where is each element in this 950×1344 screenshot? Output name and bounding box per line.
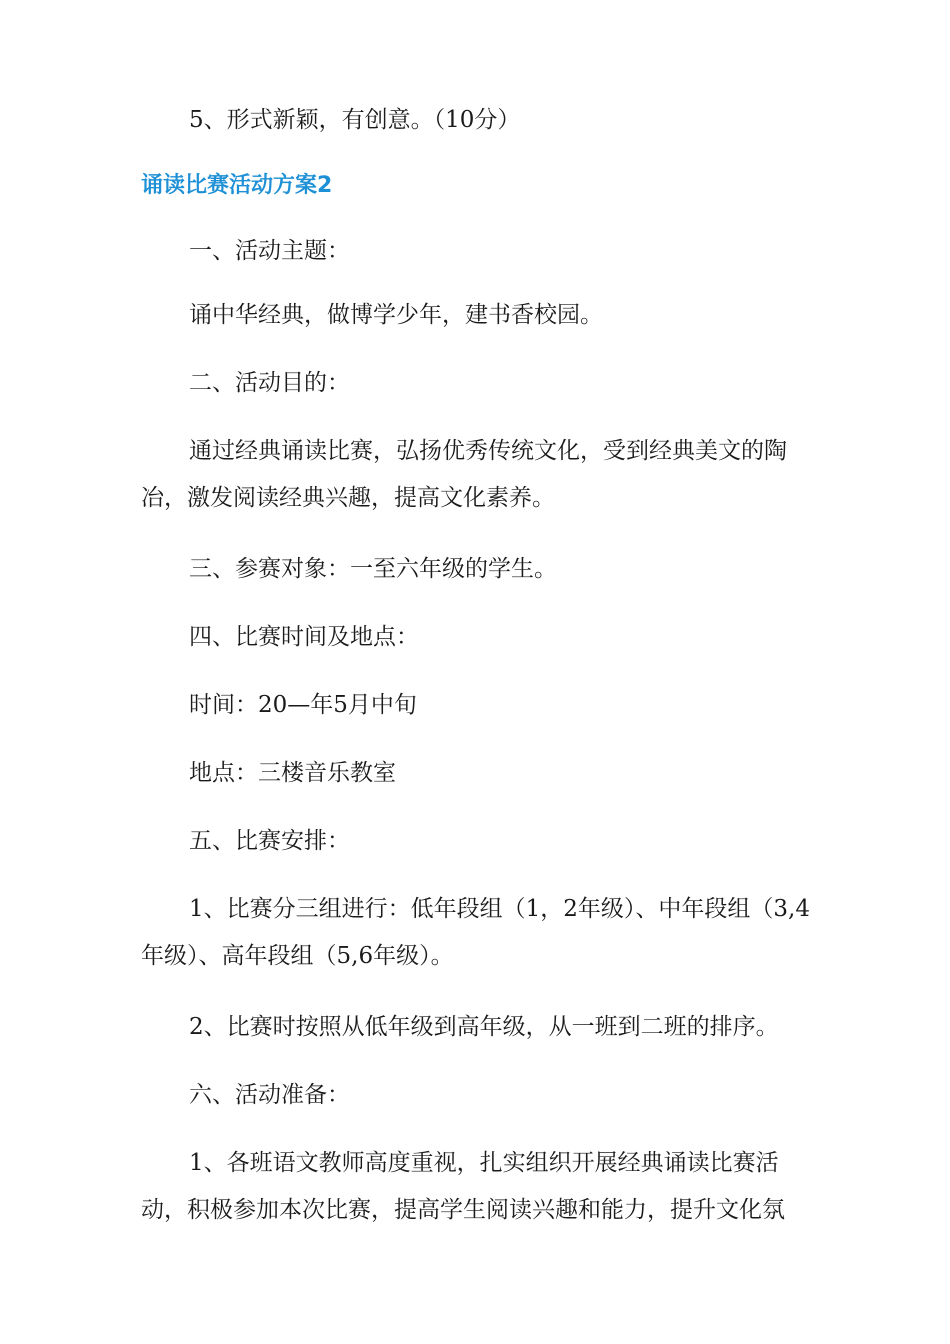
preparation-item-1: 1、各班语文教师高度重视，扎实组织开展经典诵读比赛活动，积极参加本次比赛，提高学生阅读兴趣和能力，提升文化氛 bbox=[141, 1150, 785, 1223]
activity-theme-title: 一、活动主题： bbox=[189, 238, 350, 264]
participants: 三、参赛对象：一至六年级的学生。 bbox=[189, 556, 557, 582]
criteria-item-5: 5、形式新颖，有创意。（10分） bbox=[189, 107, 521, 133]
arrangement-item-2: 2、比赛时按照从低年级到高年级，从一班到二班的排序。 bbox=[189, 1014, 779, 1040]
section-heading: 诵读比赛活动方案2 bbox=[141, 173, 333, 198]
time-text: 时间：20—年5月中旬 bbox=[189, 692, 417, 718]
arrangement-title: 五、比赛安排： bbox=[189, 828, 350, 854]
place-text: 地点：三楼音乐教室 bbox=[189, 760, 396, 786]
arrangement-item-1: 1、比赛分三组进行：低年段组（1，2年级）、中年段组（3,4年级）、高年段组（5,6年级）。 bbox=[141, 896, 810, 969]
preparation-title: 六、活动准备： bbox=[189, 1082, 350, 1108]
time-place-title: 四、比赛时间及地点： bbox=[189, 624, 419, 650]
activity-theme-text: 诵中华经典，做博学少年，建书香校园。 bbox=[189, 302, 603, 328]
activity-purpose-title: 二、活动目的： bbox=[189, 370, 350, 396]
activity-purpose-text: 通过经典诵读比赛，弘扬优秀传统文化，受到经典美文的陶冶，激发阅读经典兴趣，提高文化素养。 bbox=[141, 438, 787, 511]
